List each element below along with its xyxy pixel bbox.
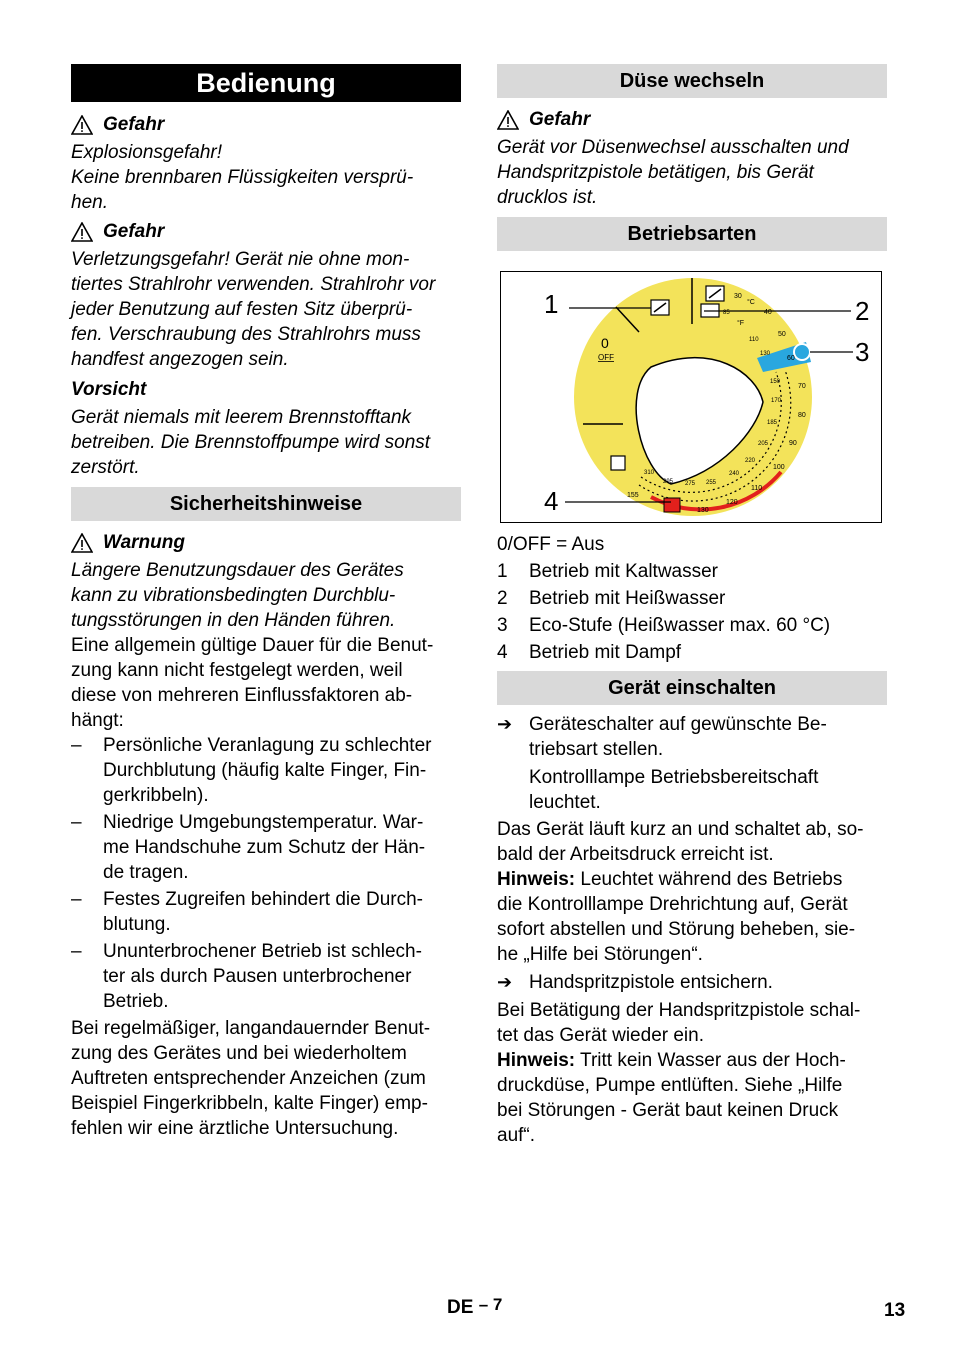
scale-c-label: 30: [734, 293, 742, 300]
scale-c-label: 40: [764, 309, 772, 316]
section-title-bedienung: Bedienung: [71, 64, 461, 102]
unit-fahrenheit: °F: [737, 320, 745, 327]
danger-text-2: Verletzungsgefahr! Gerät nie ohne mon- tiertes Strahlrohr verwenden. Strahlrohr vor jeder Benutzung auf festen Sitz überprü- fen. Verschraubung des Strahlrohrs muss handfest angezogen sein.: [71, 249, 436, 370]
danger-heading-1: Gefahr: [71, 112, 461, 137]
scale-c-label: 155: [627, 492, 639, 499]
scale-c-label: 70: [798, 383, 806, 390]
list-item: – Niedrige Umgebungstemperatur. War- me Handschuhe zum Schutz der Hän- de tragen.: [71, 812, 426, 883]
scale-c-label: 60: [787, 355, 795, 362]
scale-f-label: 205: [758, 441, 769, 447]
body-paragraph-1: Eine allgemein gültige Dauer für die Benut- zung kann nicht festgelegt werden, weil diese von mehreren Einflussfaktoren ab- hängt:: [71, 635, 434, 731]
off-label: OFF: [598, 353, 614, 362]
warning-heading: Warnung: [71, 530, 461, 555]
scale-f-label: 150: [770, 379, 781, 385]
right-column: [497, 64, 887, 1148]
callout-3: 3: [855, 337, 870, 367]
note-1: Hinweis: Leuchtet während des Betriebs die Kontrolllampe Drehrichtung auf, Gerät sofort abstellen und Störung beheben, sie- he „Hilfe bei Störungen“.: [497, 869, 856, 965]
scale-f-label: 295: [663, 479, 674, 485]
scale-c-label: 110: [751, 485, 763, 492]
step-item: ➔ Handspritzpistole entsichern.: [497, 972, 773, 993]
danger-text-nozzle: Gerät vor Düsenwechsel ausschalten und Handspritzpistole betätigen, bis Gerät drucklos ist.: [497, 137, 849, 208]
scale-c-label: 100: [773, 464, 785, 471]
callout-4: 4: [544, 486, 559, 516]
footer-language: DE – 7: [447, 1295, 503, 1318]
list-item: – Ununterbrochener Betrieb ist schlech- ter als durch Pausen unterbrochener Betrieb.: [71, 941, 422, 1012]
list-item: – Persönliche Veranlagung zu schlechter Durchblutung (häufig kalte Finger, Fin- gerkribbeln).: [71, 735, 432, 806]
legend-item: 4 Betrieb mit Dampf: [497, 642, 682, 663]
step-item: ➔ Geräteschalter auf gewünschte Be- triebsart stellen.: [497, 714, 827, 760]
legend-item: 3 Eco-Stufe (Heißwasser max. 60 °C): [497, 615, 831, 636]
arrow-right-icon: ➔: [497, 972, 513, 992]
steam-icon: [664, 498, 680, 512]
scale-f-label: 240: [729, 471, 740, 477]
scale-c-label: 90: [789, 440, 797, 447]
arrow-right-icon: ➔: [497, 714, 513, 734]
danger-heading-2: Gefahr: [71, 219, 461, 244]
warning-triangle-icon: [71, 115, 93, 135]
section-title-nozzle: Düse wechseln: [497, 64, 887, 98]
mode-switch-figure: [500, 271, 882, 523]
legend-item: 0/OFF = Aus: [497, 534, 605, 555]
caution-heading: Vorsicht: [71, 379, 147, 400]
warning-triangle-icon: [497, 110, 519, 130]
scale-c-label: 130: [697, 507, 709, 514]
scale-f-label: 275: [685, 481, 696, 487]
eco-icon: [794, 344, 810, 360]
scale-f-label: 220: [745, 458, 756, 464]
body-paragraph-2: Bei regelmäßiger, langandauernder Benut- zung des Gerätes und bei wiederholtem Auftreten entsprechender Anzeichen (zum Beispiel Fingerkribbeln, kalte Finger) emp- fehlen wir eine ärztliche Untersuchung.: [71, 1018, 431, 1139]
info-icon: [611, 456, 625, 470]
left-column: [71, 64, 461, 1141]
section-title-safety: Sicherheitshinweise: [71, 487, 461, 521]
section-title-switch-on: Gerät einschalten: [497, 671, 887, 705]
list-item: – Festes Zugreifen behindert die Durch- blutung.: [71, 889, 423, 935]
warning-text: Längere Benutzungsdauer des Gerätes kann zu vibrationsbedingten Durchblu- tungsstörungen in den Händen führen.: [71, 560, 404, 631]
note-2: Hinweis: Tritt kein Wasser aus der Hoch- druckdüse, Pumpe entlüften. Siehe „Hilfe bei Störungen - Gerät baut keinen Druck auf“.: [497, 1050, 846, 1146]
legend-list: [497, 532, 887, 665]
paragraph-run: Das Gerät läuft kurz an und schaltet ab, so- bald der Arbeitsdruck erreicht ist.: [497, 819, 864, 865]
off-zero-label: 0: [601, 335, 609, 351]
section-title-modes: Betriebsarten: [497, 217, 887, 251]
unit-celsius: °C: [747, 299, 755, 306]
caution-text: Gerät niemals mit leerem Brennstofftank betreiben. Die Brennstoffpumpe wird sonst zerstört.: [71, 407, 431, 478]
scale-f-label: 310: [644, 470, 655, 476]
legend-item: 2 Betrieb mit Heißwasser: [497, 588, 726, 609]
step-result: Kontrolllampe Betriebsbereitschaft leuchtet.: [529, 767, 819, 813]
warning-triangle-icon: [71, 222, 93, 242]
legend-item: 1 Betrieb mit Kaltwasser: [497, 561, 719, 582]
scale-f-label: 170: [771, 398, 782, 404]
paragraph-reactivate: Bei Betätigung der Handspritzpistole schal- tet das Gerät wieder ein.: [497, 1000, 861, 1046]
scale-f-label: 130: [760, 351, 771, 357]
warning-triangle-icon: [71, 533, 93, 553]
scale-f-label: 110: [749, 337, 759, 343]
scale-f-label: 185: [767, 420, 778, 426]
scale-c-label: 50: [778, 331, 786, 338]
callout-1: 1: [544, 289, 559, 319]
scale-c-label: 80: [798, 412, 806, 419]
danger-text-1: Explosionsgefahr! Keine brennbaren Flüssigkeiten versprü- hen.: [71, 142, 414, 213]
danger-heading-nozzle: Gefahr: [497, 107, 887, 132]
scale-c-label: 120: [726, 499, 738, 506]
page-number: 13: [884, 1300, 906, 1321]
scale-f-label: 85: [723, 310, 730, 316]
scale-f-label: 255: [706, 480, 717, 486]
callout-2: 2: [855, 296, 870, 326]
